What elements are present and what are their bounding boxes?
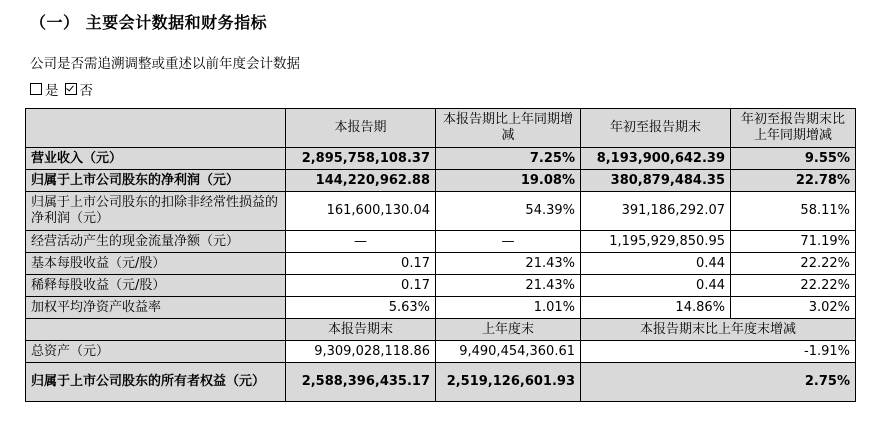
cell-value: 2,588,396,435.17	[286, 363, 436, 402]
header-period-end: 本报告期末	[286, 319, 436, 341]
cell-value: 0.44	[581, 253, 731, 275]
section-heading: （一） 主要会计数据和财务指标	[30, 13, 268, 32]
table-row	[26, 363, 856, 402]
cell-value: 14.86%	[581, 297, 731, 319]
cell-value: 9,309,028,118.86	[286, 341, 436, 363]
cell-value: 144,220,962.88	[286, 170, 436, 192]
cell-value: 2,519,126,601.93	[436, 363, 581, 402]
cell-value: -1.91%	[581, 341, 856, 363]
cell-value: 22.22%	[731, 275, 856, 297]
cell-value: 5.63%	[286, 297, 436, 319]
row-label: 归属于上市公司股东的净利润（元）	[26, 170, 286, 192]
cell-value: 7.25%	[436, 148, 581, 170]
table-row	[26, 341, 856, 363]
cell-value: 1,195,929,850.95	[581, 231, 731, 253]
cell-value: 0.44	[581, 275, 731, 297]
cell-value: 8,193,900,642.39	[581, 148, 731, 170]
table-row	[26, 231, 856, 253]
table-row	[26, 170, 856, 192]
header-prior-year-end: 上年度末	[436, 319, 581, 341]
option-yes[interactable]	[30, 79, 59, 99]
cell-value: 9,490,454,360.61	[436, 341, 581, 363]
cell-value: —	[436, 231, 581, 253]
table-row	[26, 275, 856, 297]
cell-value: 21.43%	[436, 275, 581, 297]
restatement-question: 公司是否需追溯调整或重述以前年度会计数据	[30, 56, 300, 72]
cell-value: 19.08%	[436, 170, 581, 192]
cell-value: 1.01%	[436, 297, 581, 319]
row-label: 归属于上市公司股东的扣除非经常性损益的净利润（元）	[26, 192, 286, 231]
checkbox-no[interactable]	[65, 83, 77, 95]
cell-value: 21.43%	[436, 253, 581, 275]
row-label: 稀释每股收益（元/股）	[26, 275, 286, 297]
cell-value: 22.78%	[731, 170, 856, 192]
row-label: 加权平均净资产收益率	[26, 297, 286, 319]
header-blank	[26, 109, 286, 148]
cell-value: 0.17	[286, 253, 436, 275]
cell-value: 2.75%	[581, 363, 856, 402]
cell-value: 3.02%	[731, 297, 856, 319]
header-blank	[26, 319, 286, 341]
table-row	[26, 253, 856, 275]
row-label: 营业收入（元）	[26, 148, 286, 170]
balance-header-row	[26, 319, 856, 341]
cell-value: 58.11%	[731, 192, 856, 231]
cell-value: 54.39%	[436, 192, 581, 231]
cell-value: 380,879,484.35	[581, 170, 731, 192]
cell-value: 9.55%	[731, 148, 856, 170]
table-row	[26, 297, 856, 319]
option-yes-label: 是	[45, 83, 59, 99]
option-no[interactable]	[65, 79, 94, 99]
header-ytd: 年初至报告期末	[581, 109, 731, 148]
cell-value: 71.19%	[731, 231, 856, 253]
header-period-end-change: 本报告期末比上年度末增减	[581, 319, 856, 341]
cell-value: —	[286, 231, 436, 253]
row-label: 基本每股收益（元/股）	[26, 253, 286, 275]
row-label: 总资产（元）	[26, 341, 286, 363]
cell-value: 161,600,130.04	[286, 192, 436, 231]
restatement-options	[30, 79, 99, 99]
row-label: 经营活动产生的现金流量净额（元）	[26, 231, 286, 253]
table-row	[26, 148, 856, 170]
header-ytd-change: 年初至报告期末比上年同期增减	[731, 109, 856, 148]
row-label: 归属于上市公司股东的所有者权益（元）	[26, 363, 286, 402]
cell-value: 0.17	[286, 275, 436, 297]
table-header-row	[26, 109, 856, 148]
header-current-period-change: 本报告期比上年同期增减	[436, 109, 581, 148]
option-no-label: 否	[79, 83, 93, 99]
cell-value: 22.22%	[731, 253, 856, 275]
cell-value: 2,895,758,108.37	[286, 148, 436, 170]
financial-indicators-table	[25, 108, 856, 402]
cell-value: 391,186,292.07	[581, 192, 731, 231]
checkbox-yes[interactable]	[30, 83, 42, 95]
table-row	[26, 192, 856, 231]
header-current-period: 本报告期	[286, 109, 436, 148]
